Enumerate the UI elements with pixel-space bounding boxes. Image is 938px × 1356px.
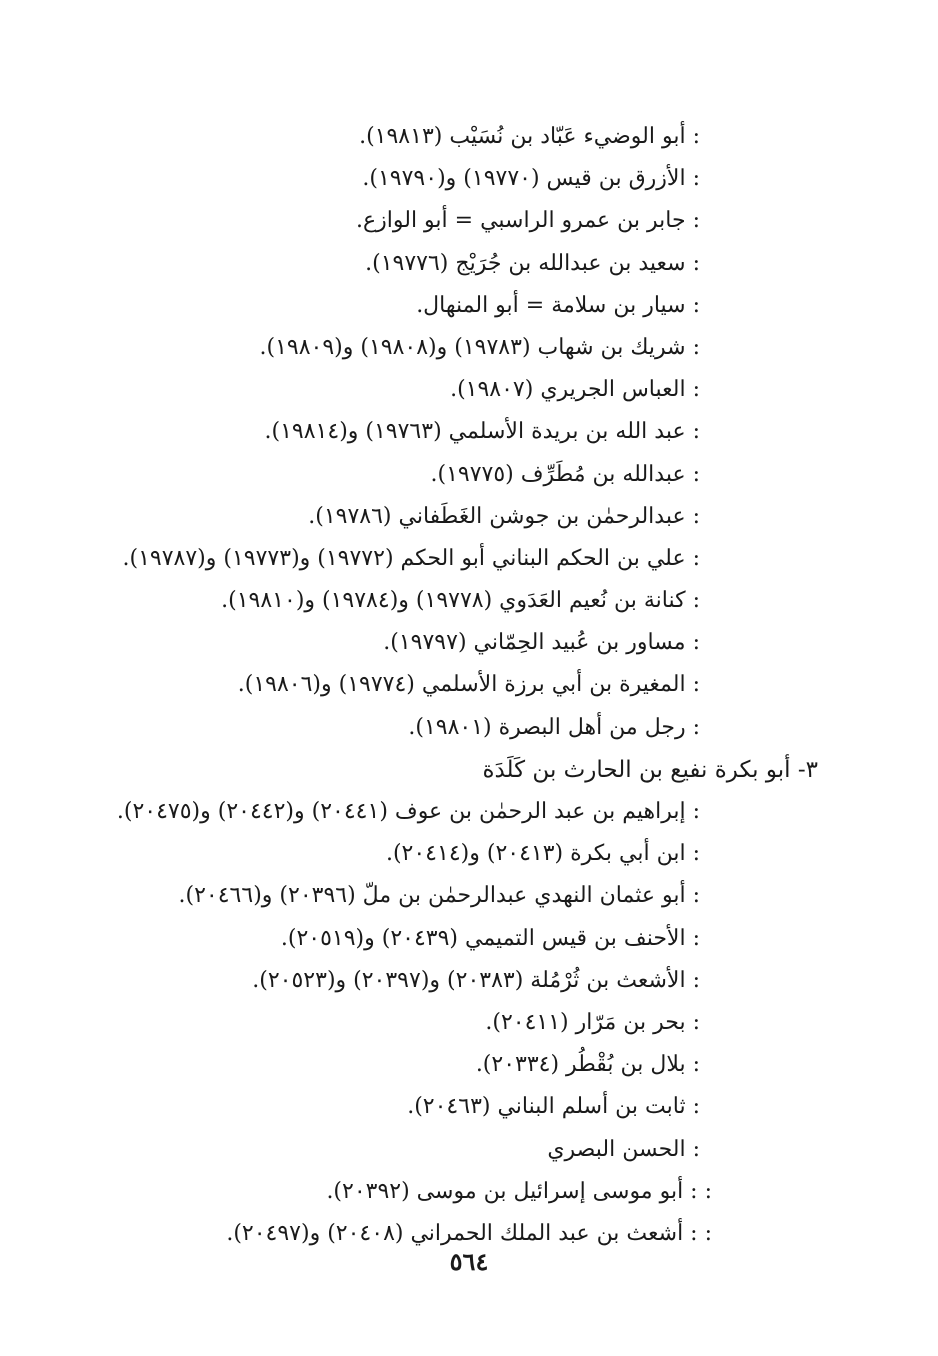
entry-line: : سيار بن سلامة = أبو المنهال.: [416, 292, 700, 318]
entry-line: : المغيرة بن أبي برزة الأسلمي (١٩٧٧٤) و(١٩٨٠٦).: [237, 672, 700, 698]
entry-line: : بلال بن بُقْطُر (٢٠٣٣٤).: [475, 1052, 700, 1078]
entry-line: : جابر بن عمرو الراسبي = أبو الوازع.: [356, 208, 700, 234]
entry-line: : كنانة بن نُعيم العَدَوي (١٩٧٧٨) و(١٩٧٨٤) و(١٩٨١٠).: [221, 588, 700, 614]
sub-entry-line: : : أشعث بن عبد الملك الحمراني (٢٠٤٠٨) و(٢٠٤٩٧).: [226, 1220, 712, 1246]
entry-line: : ابن أبي بكرة (٢٠٤١٣) و(٢٠٤١٤).: [385, 841, 700, 867]
entry-line: : أبو الوضيء عَبّاد بن نُسَيْب (١٩٨١٣).: [359, 124, 700, 149]
page-number: ٥٦٤: [449, 1247, 489, 1276]
entry-line: : إبراهيم بن عبد الرحمٰن بن عوف (٢٠٤٤١) و(٢٠٤٤٢) و(٢٠٤٧٥).: [116, 799, 700, 824]
entry-line: : سعيد بن عبدالله بن جُرَيْج (١٩٧٧٦).: [365, 250, 700, 276]
entry-line: : عبد الله بن بريدة الأسلمي (١٩٧٦٣) و(١٩٨١٤).: [264, 419, 700, 445]
sub-entry-line: : : أبو موسى إسرائيل بن موسى (٢٠٣٩٢).: [326, 1178, 712, 1204]
entry-line: : الأزرق بن قيس (١٩٧٧٠) و(١٩٧٩٠).: [362, 166, 700, 192]
entry-line: : رجل من أهل البصرة (١٩٨٠١).: [408, 714, 700, 740]
entry-line: : بحر بن مَرّار (٢٠٤١١).: [485, 1009, 700, 1035]
entry-line: : شريك بن شهاب (١٩٧٨٣) و(١٩٨٠٨) و(١٩٨٠٩).: [259, 334, 700, 360]
entry-line: : الأحنف بن قيس التميمي (٢٠٤٣٩) و(٢٠٥١٩).: [280, 925, 700, 951]
section-heading: ٣- أبو بكرة نفيع بن الحارث بن كَلَدَة: [482, 756, 818, 783]
entry-line: : العباس الجريري (١٩٨٠٧).: [450, 377, 700, 403]
entry-line: : الحسن البصري: [547, 1136, 700, 1162]
entry-line: : عبدالرحمٰن بن جوشن الغَطَفاني (١٩٧٨٦).: [308, 503, 700, 529]
entry-line: : ثابت بن أسلم البناني (٢٠٤٦٣).: [407, 1094, 700, 1120]
entry-line: : مساور بن عُبيد الحِمّاني (١٩٧٩٧).: [383, 630, 700, 656]
entry-line: : علي بن الحكم البناني أبو الحكم (١٩٧٧٢) و(١٩٧٧٣) و(١٩٧٨٧).: [122, 545, 700, 571]
index-entries: [0, 116, 818, 1255]
entry-line: : عبدالله بن مُطَرِّف (١٩٧٧٥).: [430, 461, 700, 487]
entry-line: : الأشعث بن ثُرْمُلة (٢٠٣٨٣) و(٢٠٣٩٧) و(٢٠٥٢٣).: [252, 967, 700, 993]
entry-line: : أبو عثمان النهدي عبدالرحمٰن بن ملّ (٢٠٣٩٦) و(٢٠٤٦٦).: [178, 883, 700, 909]
